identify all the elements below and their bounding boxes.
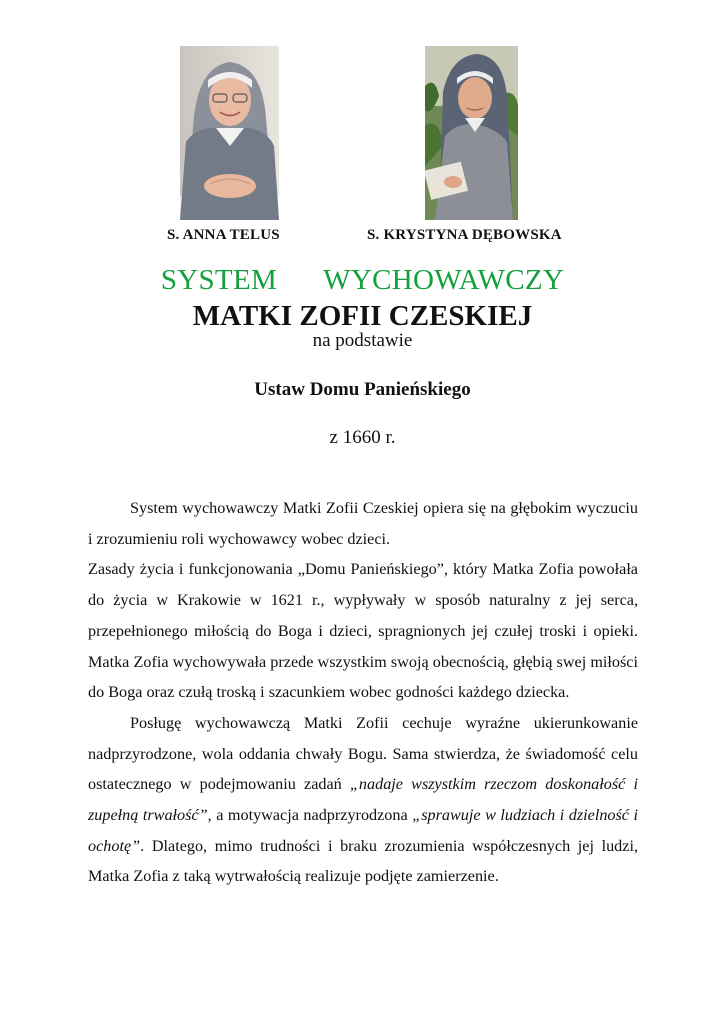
title-line-2: MATKI ZOFII CZESKIEJ: [192, 300, 533, 332]
paragraph-2: Zasady życia i funkcjonowania „Domu Panieńskiego”, który Matka Zofia powołała do życia w Krakowie w 1621 r., wypływały w sposób naturalny z jej serca, przepełnionego miłością do Boga i dzieci, spragnionych jej czułej troski i opieki. Matka Zofia wychowywała przede wszystkim swoją obecnością, głębią swej miłości do Boga oraz czułą troską i szacunkiem wobec godności każdego dziecka.: [88, 560, 638, 702]
body-text: [88, 493, 638, 892]
paragraph-3-part-b: , a motywacja nadprzyrodzona: [207, 806, 413, 825]
subtitle-year: z 1660 r.: [329, 427, 396, 448]
caption-krystyna-debowska: S. KRYSTYNA DĘBOWSKA: [367, 227, 562, 243]
subtitle-na-podstawie: na podstawie: [312, 330, 413, 351]
paragraph-3-part-a: Posługę wychowawczą Matki Zofii cechuje wyraźne ukierunkowanie nadprzyrodzone, wola oddania chwały Bogu. Sama stwierdza, że świadomość celu ostatecznego w podejmowaniu zadań: [88, 713, 638, 794]
title-line-1: SYSTEM WYCHOWAWCZY: [160, 264, 565, 296]
quote-2: „sprawuje w ludziach i dzielność i ochotę”: [88, 806, 638, 855]
subtitle-ustaw: Ustaw Domu Panieńskiego: [254, 379, 471, 400]
paragraph-3: [88, 708, 638, 892]
paragraph-3-part-c: . Dlatego, mimo trudności i braku zrozumienia współczesnych jej ludzi, Matka Zofia z taką wytrwałością realizuje podjęte zamierzenie.: [88, 836, 638, 886]
quote-1: „nadaje wszystkim rzeczom doskonałość i zupełną trwałość”: [88, 775, 638, 825]
portrait-photo-anna-telus: [180, 46, 279, 220]
paragraph-1: System wychowawczy Matki Zofii Czeskiej opiera się na głębokim wyczuciu i zrozumieniu roli wychowawcy wobec dzieci.: [88, 499, 638, 548]
caption-anna-telus: S. ANNA TELUS: [167, 227, 280, 243]
portrait-photo-krystyna-debowska: [425, 46, 518, 220]
